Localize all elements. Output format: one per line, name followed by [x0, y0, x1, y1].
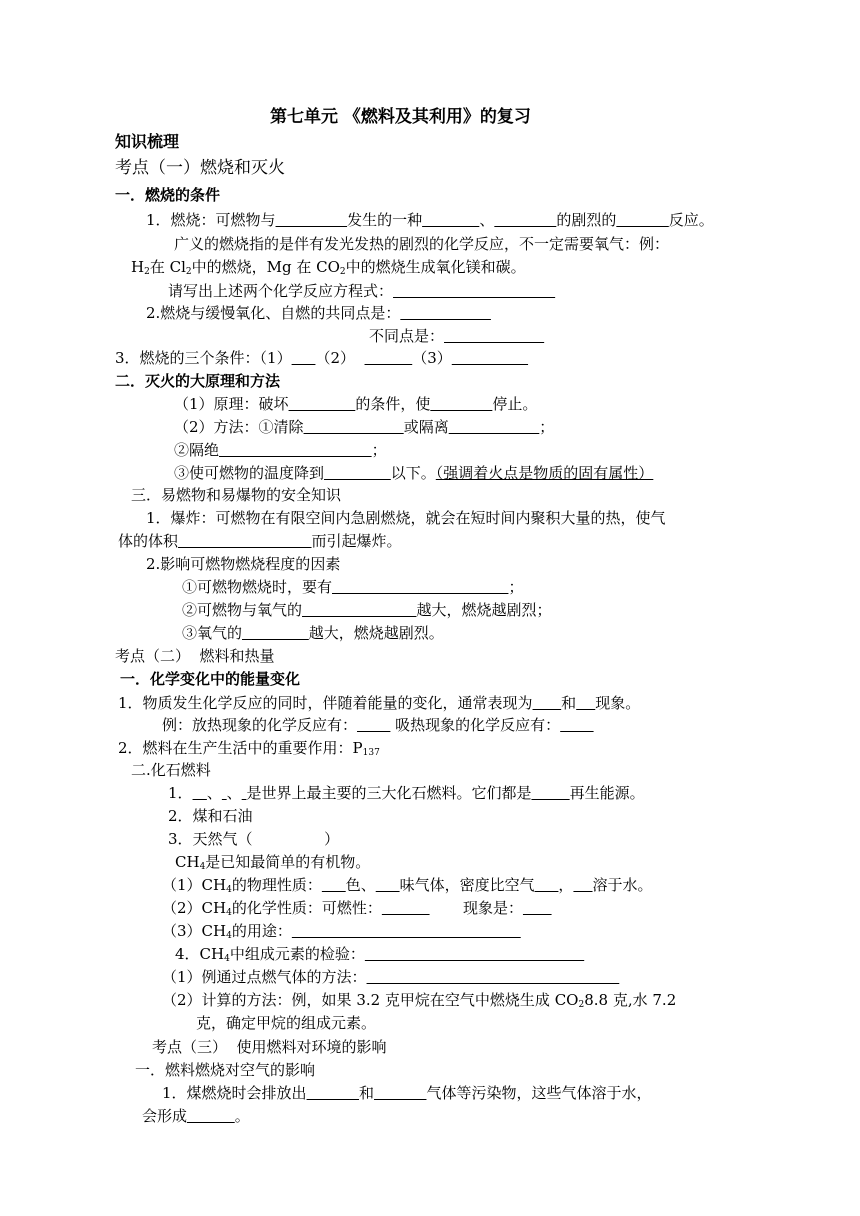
blank-field [187, 1107, 235, 1125]
blank-field [322, 876, 346, 894]
text-line: ②可燃物与氧气的 越大，燃烧越剧烈； [182, 601, 552, 619]
blank-field [242, 624, 309, 642]
blank-field [382, 899, 430, 917]
text-line: 3．天然气（ ） [168, 830, 340, 848]
text-line: （2）方法：①清除 或隔离 ； [174, 418, 555, 436]
text-line: 3．燃烧的三个条件：（1） （2） （3） [115, 347, 528, 369]
text-line: 例：放热现象的化学反应有： 吸热现象的化学反应有： [162, 714, 594, 736]
text-line: （1）原理：破坏 的条件，使 停止。 [174, 395, 538, 413]
blank-field [367, 968, 620, 986]
text-line: $H_2$在 $Cl_2$中的燃烧，Mg 在 $CO_2$中的燃烧生成氧化镁和碳。 [131, 258, 526, 277]
text-line: ②隔绝 ； [174, 441, 387, 459]
section-heading: 知识梳理 [115, 132, 180, 151]
text-line: 1．物质发生化学反应的同时，伴随着能量的变化，通常表现为 和 现象。 [118, 694, 641, 712]
text-line: 克，确定甲烷的组成元素。 [196, 1014, 377, 1032]
blank-field [365, 945, 584, 963]
text-line: $(3)CH_4$的用途： [162, 920, 521, 942]
subheading: 一．燃料燃烧对空气的影响 [135, 1061, 316, 1079]
blank-field [535, 876, 559, 894]
blank-field [357, 716, 390, 734]
blank-field [452, 349, 528, 367]
blank-field [576, 694, 595, 712]
blank-field [376, 876, 400, 894]
blank-field [292, 349, 316, 367]
blank-field [430, 395, 492, 413]
text-line: 2．煤和石油 [168, 807, 253, 825]
blank-field [324, 464, 391, 482]
subheading: 三．易燃物和易爆物的安全知识 [131, 486, 342, 504]
text-line: 2.燃烧与缓慢氧化、自燃的共同点是： [146, 302, 491, 324]
blank-field [332, 578, 508, 596]
blank-field [523, 899, 552, 917]
blank-field [494, 211, 556, 229]
blank-field [289, 395, 356, 413]
text-line: 会形成 。 [142, 1107, 250, 1125]
text-line: $CH_4$是已知最简单的有机物。 [175, 853, 371, 872]
blank-field [393, 282, 555, 300]
blank-field [573, 876, 592, 894]
blank-field [292, 922, 521, 940]
blank-field [219, 441, 372, 459]
topic-3-heading: 考点（三） 使用燃料对环境的影响 [152, 1038, 387, 1056]
text-line: （1）例通过点燃气体的方法： [162, 966, 619, 988]
blank-field [449, 418, 540, 436]
blank-field [304, 418, 404, 436]
text-line: 请写出上述两个化学反应方程式： [168, 280, 555, 302]
blank-field [560, 716, 593, 734]
text-line: 体的体积 而引起爆炸。 [118, 532, 402, 550]
blank-field [302, 601, 416, 619]
blank-field [307, 1084, 359, 1102]
blank-field [276, 211, 348, 229]
blank-field [531, 784, 569, 802]
text-line: 2．燃料在生产生活中的重要作用：$P_{137}$ [118, 739, 380, 758]
text-line: $(1)CH_4$的物理性质： 色、 味气体，密度比空气 ， 溶于水。 [162, 876, 653, 895]
text-line: ③使可燃物的温度降到 以下。（强调着火点是物质的固有属性） [174, 464, 654, 482]
text-line: $(2)CH_4$的化学性质：可燃性： 现象是： [162, 897, 552, 919]
text-line: ③氧气的 越大，燃烧越剧烈。 [182, 624, 444, 642]
blank-field [616, 211, 668, 229]
text-line: 2.影响可燃物燃烧程度的因素 [146, 555, 341, 573]
topic-1-heading: 考点（一）燃烧和灭火 [115, 158, 285, 178]
subheading: 二.化石燃料 [131, 761, 211, 779]
blank-field [193, 784, 207, 802]
text-line: （2）计算的方法：例，如果 3.2 克甲烷在空气中燃烧生成 $CO_28.8$ 克,水 7.2 [162, 991, 677, 1010]
blank-field [374, 1084, 426, 1102]
blank-field [400, 304, 491, 322]
blank-field [444, 327, 544, 345]
topic-2-heading: 考点（二） 燃料和热量 [115, 647, 275, 665]
page-title: 第七单元 《燃料及其利用》的复习 [270, 107, 531, 127]
blank-field [422, 211, 479, 229]
text-line: 不同点是： [369, 325, 544, 347]
text-line: 1．燃烧：可燃物与 发生的一种 、 的剧烈的 反应。 [146, 211, 714, 229]
blank-field [178, 532, 312, 550]
text-line: 1． 、 、 是世界上最主要的三大化石燃料。它们都是 再生能源。 [168, 784, 645, 802]
blank-field [533, 694, 562, 712]
subheading: 一．燃烧的条件 [115, 186, 221, 204]
blank-field [365, 349, 413, 367]
subheading: 二．灭火的大原理和方法 [115, 372, 281, 390]
text-line: 1．煤燃烧时会排放出 和 气体等污染物，这些气体溶于水， [162, 1084, 652, 1102]
text-line: ①可燃物燃烧时，要有 ； [182, 578, 524, 596]
text-line: 4．$CH_4$中组成元素的检验： [175, 943, 584, 965]
subheading: 一．化学变化中的能量变化 [120, 670, 301, 688]
text-line: 1．爆炸：可燃物在有限空间内急剧燃烧，就会在短时间内聚积大量的热，使气 [146, 509, 666, 527]
text-line: 广义的燃烧指的是伴有发光发热的剧烈的化学反应，不一定需要氧气：例： [174, 235, 670, 253]
